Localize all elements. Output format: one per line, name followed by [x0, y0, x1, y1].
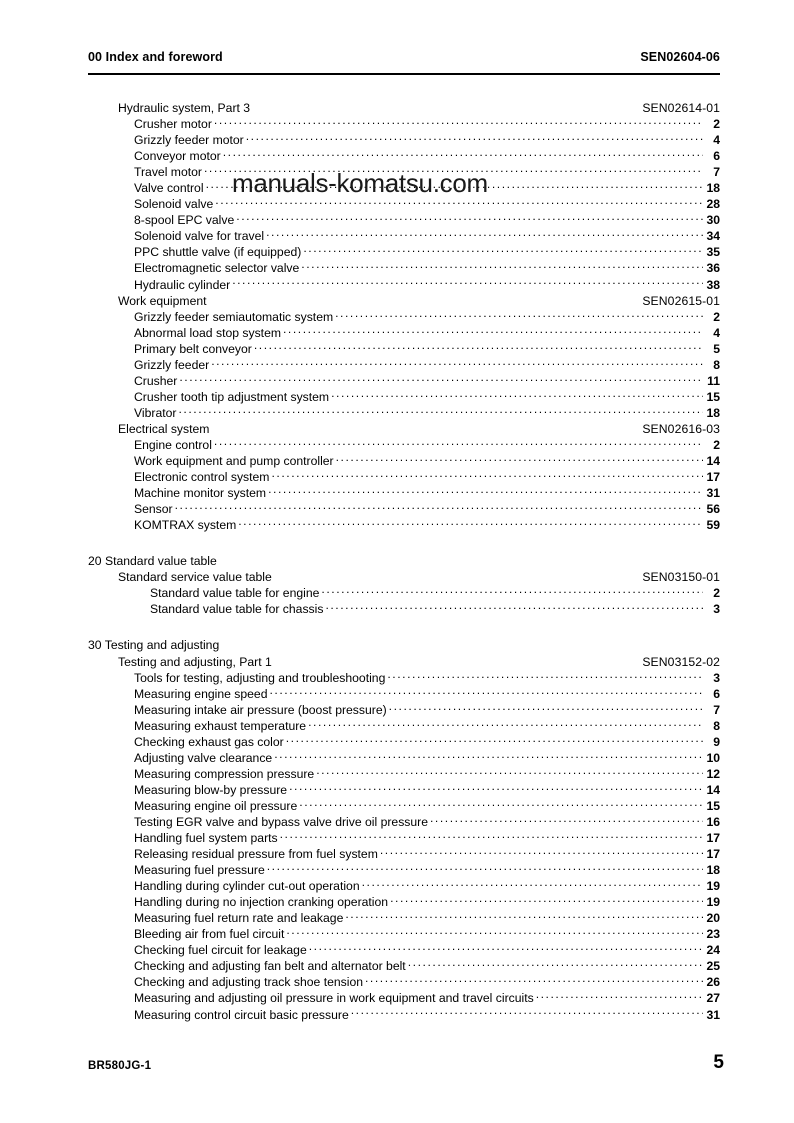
toc-entry-label: Tools for testing, adjusting and troubleshooting — [134, 670, 386, 685]
toc-entry-label: Testing and adjusting, Part 1 — [118, 654, 272, 669]
dot-leader — [380, 846, 703, 858]
toc-entry-label: Measuring intake air pressure (boost pressure) — [134, 702, 387, 717]
toc-entry-label: Checking exhaust gas color — [134, 734, 284, 749]
toc-entry-label: Releasing residual pressure from fuel system — [134, 847, 378, 862]
dot-leader — [316, 766, 703, 778]
toc-entry-row[interactable] — [88, 341, 720, 357]
toc-entry-row[interactable] — [88, 1007, 720, 1023]
toc-group — [88, 553, 720, 617]
dot-leader — [175, 501, 703, 513]
toc-page-number: 19 — [706, 879, 720, 894]
dot-leader — [362, 878, 703, 890]
dot-leader — [308, 718, 703, 730]
toc-entry-label: Measuring control circuit basic pressure — [134, 1007, 349, 1022]
toc-entry-row[interactable] — [88, 373, 720, 389]
toc-entry-label: Crusher — [134, 373, 178, 388]
toc-page-number: 11 — [707, 373, 720, 388]
toc-entry-row[interactable] — [88, 260, 720, 276]
watermark-text: manuals-komatsu.com — [232, 168, 488, 198]
dot-leader — [238, 517, 703, 529]
toc-entry-label: Measuring engine speed — [134, 686, 268, 701]
dot-leader — [335, 309, 703, 321]
toc-page-number: 8 — [713, 718, 720, 733]
toc-page-number: 10 — [706, 750, 720, 765]
toc-entry-row[interactable] — [88, 734, 720, 750]
toc-entry-row[interactable] — [88, 469, 720, 485]
dot-leader — [232, 277, 703, 289]
dot-leader — [536, 990, 703, 1002]
toc-entry-row[interactable] — [88, 846, 720, 862]
dot-leader — [236, 212, 703, 224]
dot-leader — [267, 862, 703, 874]
toc-entry-label: Work equipment and pump controller — [134, 454, 334, 469]
toc-page-number: 16 — [706, 814, 720, 829]
toc-page-number: 27 — [706, 991, 720, 1006]
toc-page-number: 25 — [706, 959, 720, 974]
toc-entry-row[interactable] — [88, 132, 720, 148]
toc-page-number: 23 — [706, 927, 720, 942]
dot-leader — [325, 601, 703, 613]
toc-entry-label: Bleeding air from fuel circuit — [134, 927, 285, 942]
toc-entry-label: Hydraulic cylinder — [134, 277, 231, 292]
toc-page-number: 31 — [706, 486, 720, 501]
toc-page-number: 19 — [706, 895, 720, 910]
toc-page-number: 9 — [713, 734, 720, 749]
toc-entry-label: Electrical system — [118, 421, 210, 436]
dot-leader — [321, 585, 703, 597]
dot-leader — [345, 910, 703, 922]
toc-page-number: 12 — [706, 766, 720, 781]
toc-entry-label: Travel motor — [134, 165, 202, 180]
dot-leader — [301, 260, 703, 272]
toc-entry-label: Hydraulic system, Part 3 — [118, 101, 251, 115]
toc-document-code: SEN02616-03 — [642, 421, 720, 436]
toc-entry-row[interactable] — [88, 702, 720, 718]
dot-leader — [331, 389, 703, 401]
dot-leader — [246, 132, 703, 144]
toc-entry-label: Machine monitor system — [134, 486, 267, 501]
toc-entry-label: 8-spool EPC valve — [134, 213, 235, 228]
toc-entry-row[interactable] — [88, 485, 720, 501]
toc-entry-label: Standard value table for chassis — [150, 602, 324, 617]
toc-section-heading — [88, 637, 720, 653]
toc-page-number: 17 — [706, 470, 720, 485]
toc-entry-row[interactable] — [88, 212, 720, 228]
toc-entry-label: Abnormal load stop system — [134, 325, 281, 340]
toc-entry-label: Electromagnetic selector valve — [134, 261, 300, 276]
toc-entry-label: Crusher tooth tip adjustment system — [134, 389, 330, 404]
dot-leader — [211, 357, 703, 369]
dot-leader — [303, 244, 703, 256]
header-document-code: SEN02604-06 — [640, 50, 720, 64]
toc-entry-label: Handling during no injection cranking operation — [134, 895, 389, 910]
dot-leader — [299, 798, 703, 810]
toc-entry-label: Checking and adjusting track shoe tension — [134, 975, 363, 990]
toc-entry-row[interactable] — [88, 766, 720, 782]
toc-page-number: 4 — [713, 133, 720, 148]
toc-entry-row[interactable] — [88, 990, 720, 1006]
dot-leader — [430, 814, 703, 826]
toc-entry-label: Grizzly feeder semiautomatic system — [134, 309, 334, 324]
toc-entry-row[interactable] — [88, 601, 720, 617]
toc-group — [88, 100, 720, 533]
toc-entry-row[interactable] — [88, 196, 720, 212]
toc-entry-label: Checking fuel circuit for leakage — [134, 943, 307, 958]
footer-model-code: BR580JG-1 — [88, 1060, 152, 1072]
toc-entry-row[interactable] — [88, 958, 720, 974]
toc-page-number: 5 — [713, 341, 720, 356]
toc-entry-label: Standard service value table — [118, 570, 272, 585]
toc-entry-row[interactable] — [88, 926, 720, 942]
toc-entry-label: Solenoid valve for travel — [134, 229, 265, 244]
toc-chapter-row[interactable] — [88, 569, 720, 585]
toc-page-number: 15 — [706, 798, 720, 813]
toc-entry-label: Measuring engine oil pressure — [134, 798, 298, 813]
toc-page-number: 18 — [706, 181, 720, 196]
toc-entry-label: Engine control — [134, 437, 212, 452]
toc-entry-row[interactable] — [88, 942, 720, 958]
toc-entry-label: Measuring fuel pressure — [134, 863, 265, 878]
dot-leader — [254, 341, 703, 353]
dot-leader — [271, 469, 703, 481]
toc-entry-row[interactable] — [88, 116, 720, 132]
toc-entry-label: Solenoid valve — [134, 197, 214, 212]
toc-entry-label: Adjusting valve clearance — [134, 750, 273, 765]
toc-entry-row[interactable] — [88, 830, 720, 846]
dot-leader — [215, 196, 703, 208]
toc-group-gap — [88, 533, 720, 553]
toc-entry-row[interactable] — [88, 517, 720, 533]
toc-page-number: 28 — [706, 197, 720, 212]
toc-page-number: 36 — [706, 261, 720, 276]
toc-entry-row[interactable] — [88, 894, 720, 910]
dot-leader — [365, 974, 703, 986]
toc-entry-label: Sensor — [134, 502, 173, 517]
toc-document-code: SEN02614-01 — [642, 101, 720, 115]
toc-page-number: 2 — [713, 586, 720, 601]
toc-page-number: 56 — [706, 502, 720, 517]
toc-entry-label: Measuring fuel return rate and leakage — [134, 911, 344, 926]
toc-entry-label: Primary belt conveyor — [134, 341, 252, 356]
toc-entry-row[interactable] — [88, 585, 720, 601]
dot-leader — [387, 670, 703, 682]
toc-page-number: 26 — [706, 975, 720, 990]
toc-entry-row[interactable] — [88, 437, 720, 453]
toc-page-number: 2 — [713, 117, 720, 132]
toc-entry-label: Conveyor motor — [134, 149, 221, 164]
toc-group — [88, 637, 720, 1022]
footer-page-number: 5 — [713, 1052, 724, 1073]
toc-entry-row[interactable] — [88, 814, 720, 830]
page-header — [88, 50, 720, 64]
header-section-title: 00 Index and foreword — [88, 50, 223, 64]
dot-leader — [286, 734, 703, 746]
toc-entry-label: 20 Standard value table — [88, 554, 217, 569]
toc-entry-row[interactable] — [88, 782, 720, 798]
toc-entry-row[interactable] — [88, 180, 720, 196]
toc-entry-label: Grizzly feeder motor — [134, 133, 244, 148]
toc-entry-label: Measuring compression pressure — [134, 766, 315, 781]
toc-page-number: 7 — [713, 165, 720, 180]
toc-entry-label: Grizzly feeder — [134, 357, 210, 372]
toc-page-number: 24 — [706, 943, 720, 958]
header-divider-rule — [88, 73, 720, 75]
dot-leader — [206, 180, 703, 192]
dot-leader — [178, 405, 703, 417]
dot-leader — [390, 894, 703, 906]
toc-entry-label: Electronic control system — [134, 470, 270, 485]
toc-entry-label: Measuring and adjusting oil pressure in work equipment and travel circuits — [134, 991, 534, 1006]
dot-leader — [286, 926, 703, 938]
dot-leader — [309, 942, 703, 954]
toc-page-number: 6 — [713, 149, 720, 164]
toc-entry-row[interactable] — [88, 750, 720, 766]
toc-entry-row[interactable] — [88, 453, 720, 469]
toc-page-number: 17 — [706, 831, 720, 846]
toc-page-number: 3 — [713, 602, 720, 617]
toc-document-code: SEN02615-01 — [642, 293, 720, 308]
toc-entry-label: PPC shuttle valve (if equipped) — [134, 245, 302, 260]
toc-page-number: 38 — [706, 277, 720, 292]
toc-page-number: 18 — [706, 863, 720, 878]
toc-entry-row[interactable] — [88, 670, 720, 686]
toc-page-number: 2 — [713, 437, 720, 452]
toc-entry-label: Vibrator — [134, 405, 177, 420]
toc-entry-label: KOMTRAX system — [134, 518, 237, 533]
toc-entry-label: Testing EGR valve and bypass valve drive oil pressure — [134, 814, 428, 829]
toc-entry-row[interactable] — [88, 277, 720, 293]
toc-entry-label: 30 Testing and adjusting — [88, 638, 220, 653]
toc-entry-label: Handling during cylinder cut-out operation — [134, 879, 360, 894]
toc-page-number: 59 — [706, 518, 720, 533]
toc-page-number: 4 — [713, 325, 720, 340]
toc-entry-row[interactable] — [88, 405, 720, 421]
dot-leader — [214, 116, 703, 128]
dot-leader — [336, 453, 703, 465]
dot-leader — [280, 830, 703, 842]
toc-entry-label: Measuring blow-by pressure — [134, 782, 288, 797]
toc-document-code: SEN03152-02 — [642, 654, 720, 669]
toc-entry-row[interactable] — [88, 309, 720, 325]
toc-entry-label: Checking and adjusting fan belt and alternator belt — [134, 959, 406, 974]
toc-entry-label: Measuring exhaust temperature — [134, 718, 307, 733]
dot-leader — [268, 485, 703, 497]
toc-entry-row[interactable] — [88, 501, 720, 517]
toc-chapter-row[interactable] — [88, 100, 720, 116]
toc-entry-label: Work equipment — [118, 293, 207, 308]
dot-leader — [214, 437, 703, 449]
dot-leader — [266, 228, 703, 240]
toc-entry-label: Handling fuel system parts — [134, 831, 278, 846]
toc-entry-label: Crusher motor — [134, 117, 212, 132]
toc-page-number: 8 — [713, 357, 720, 372]
toc-group-gap — [88, 617, 720, 637]
toc-page-number: 30 — [706, 213, 720, 228]
toc-page-number: 18 — [706, 405, 720, 420]
toc-chapter-row[interactable] — [88, 421, 720, 437]
toc-entry-row[interactable] — [88, 862, 720, 878]
dot-leader — [389, 702, 703, 714]
toc-entry-row[interactable] — [88, 878, 720, 894]
toc-entry-row[interactable] — [88, 686, 720, 702]
toc-page-number: 15 — [706, 389, 720, 404]
toc-entry-row[interactable] — [88, 244, 720, 260]
dot-leader — [179, 373, 703, 385]
toc-page-number: 14 — [706, 782, 720, 797]
toc-page-number: 34 — [706, 229, 720, 244]
dot-leader — [274, 750, 703, 762]
dot-leader — [223, 148, 703, 160]
toc-page-number: 31 — [706, 1007, 720, 1022]
toc-page-number: 7 — [713, 702, 720, 717]
toc-entry-row[interactable] — [88, 148, 720, 164]
dot-leader — [204, 164, 703, 176]
toc-section-heading — [88, 553, 720, 569]
toc-chapter-row[interactable] — [88, 654, 720, 670]
table-of-contents — [88, 100, 720, 1023]
toc-entry-row[interactable] — [88, 228, 720, 244]
toc-page-number: 2 — [713, 309, 720, 324]
toc-page-number: 17 — [706, 847, 720, 862]
toc-entry-row[interactable] — [88, 974, 720, 990]
toc-entry-row[interactable] — [88, 357, 720, 373]
toc-page-number: 20 — [706, 911, 720, 926]
toc-entry-row[interactable] — [88, 325, 720, 341]
toc-entry-row[interactable] — [88, 718, 720, 734]
toc-entry-label: Valve control — [134, 181, 204, 196]
toc-entry-row[interactable] — [88, 389, 720, 405]
toc-page-number: 35 — [706, 245, 720, 260]
dot-leader — [269, 686, 703, 698]
dot-leader — [408, 958, 703, 970]
toc-page-number: 14 — [706, 454, 720, 469]
toc-page-number: 3 — [713, 670, 720, 685]
dot-leader — [283, 325, 703, 337]
toc-entry-row[interactable] — [88, 164, 720, 180]
toc-page-number: 6 — [713, 686, 720, 701]
toc-entry-row[interactable] — [88, 798, 720, 814]
toc-chapter-row[interactable] — [88, 293, 720, 309]
dot-leader — [351, 1007, 703, 1019]
toc-entry-label: Standard value table for engine — [150, 586, 320, 601]
toc-entry-row[interactable] — [88, 910, 720, 926]
toc-document-code: SEN03150-01 — [642, 570, 720, 585]
dot-leader — [289, 782, 703, 794]
